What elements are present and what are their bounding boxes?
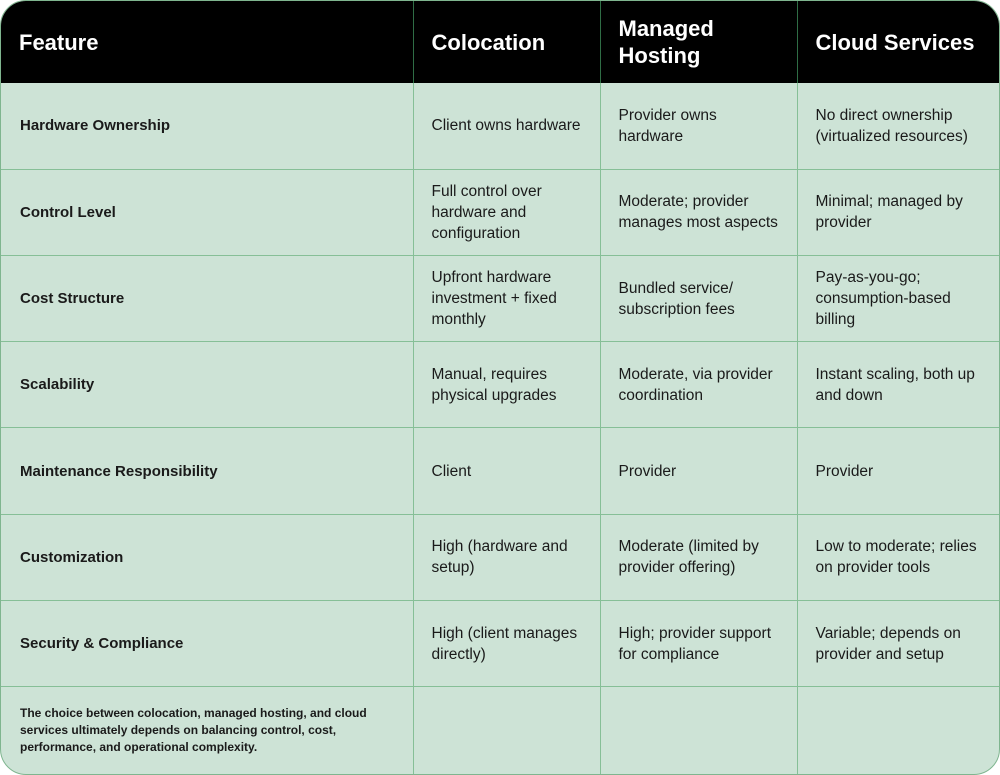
table-row [1, 514, 999, 600]
empty-cell [413, 687, 600, 774]
footer-row [1, 687, 999, 774]
cloud-services-cell: Instant scaling, both up and down [797, 342, 999, 428]
managed-hosting-cell: High; provider support for compliance [600, 600, 797, 686]
table-row [1, 83, 999, 169]
header-row [1, 1, 999, 83]
table-row [1, 169, 999, 255]
colocation-cell: Full control over hardware and configuration [413, 169, 600, 255]
managed-hosting-cell: Moderate (limited by provider offering) [600, 514, 797, 600]
table-body [1, 83, 999, 774]
colocation-cell: Manual, requires physical upgrades [413, 342, 600, 428]
feature-cell: Customization [1, 514, 413, 600]
feature-cell: Cost Structure [1, 255, 413, 341]
footer-note: The choice between colocation, managed hosting, and cloud services ultimately depends on balancing control, cost, performance, and operational complexity. [1, 687, 413, 774]
feature-cell: Control Level [1, 169, 413, 255]
empty-cell [797, 687, 999, 774]
cloud-services-cell: Low to moderate; relies on provider tools [797, 514, 999, 600]
colocation-cell: Client [413, 428, 600, 514]
table-row [1, 600, 999, 686]
cloud-services-cell: Variable; depends on provider and setup [797, 600, 999, 686]
cloud-services-cell: Provider [797, 428, 999, 514]
managed-hosting-cell: Bundled service/ subscription fees [600, 255, 797, 341]
header-feature: Feature [1, 1, 413, 83]
table-row [1, 428, 999, 514]
cloud-services-cell: No direct ownership (virtualized resources) [797, 83, 999, 169]
managed-hosting-cell: Provider [600, 428, 797, 514]
feature-cell: Maintenance Responsibility [1, 428, 413, 514]
table-row [1, 255, 999, 341]
comparison-table [1, 1, 999, 774]
managed-hosting-cell: Moderate, via provider coordination [600, 342, 797, 428]
cloud-services-cell: Pay-as-you-go; consumption-based billing [797, 255, 999, 341]
table-row [1, 342, 999, 428]
header-cloud-services: Cloud Services [797, 1, 999, 83]
header-colocation: Colocation [413, 1, 600, 83]
managed-hosting-cell: Provider owns hardware [600, 83, 797, 169]
feature-cell: Scalability [1, 342, 413, 428]
header-managed-hosting: Managed Hosting [600, 1, 797, 83]
managed-hosting-cell: Moderate; provider manages most aspects [600, 169, 797, 255]
colocation-cell: High (hardware and setup) [413, 514, 600, 600]
feature-cell: Security & Compliance [1, 600, 413, 686]
empty-cell [600, 687, 797, 774]
feature-cell: Hardware Ownership [1, 83, 413, 169]
table-header [1, 1, 999, 83]
colocation-cell: Client owns hardware [413, 83, 600, 169]
colocation-cell: Upfront hardware investment + fixed monthly [413, 255, 600, 341]
colocation-cell: High (client manages directly) [413, 600, 600, 686]
cloud-services-cell: Minimal; managed by provider [797, 169, 999, 255]
